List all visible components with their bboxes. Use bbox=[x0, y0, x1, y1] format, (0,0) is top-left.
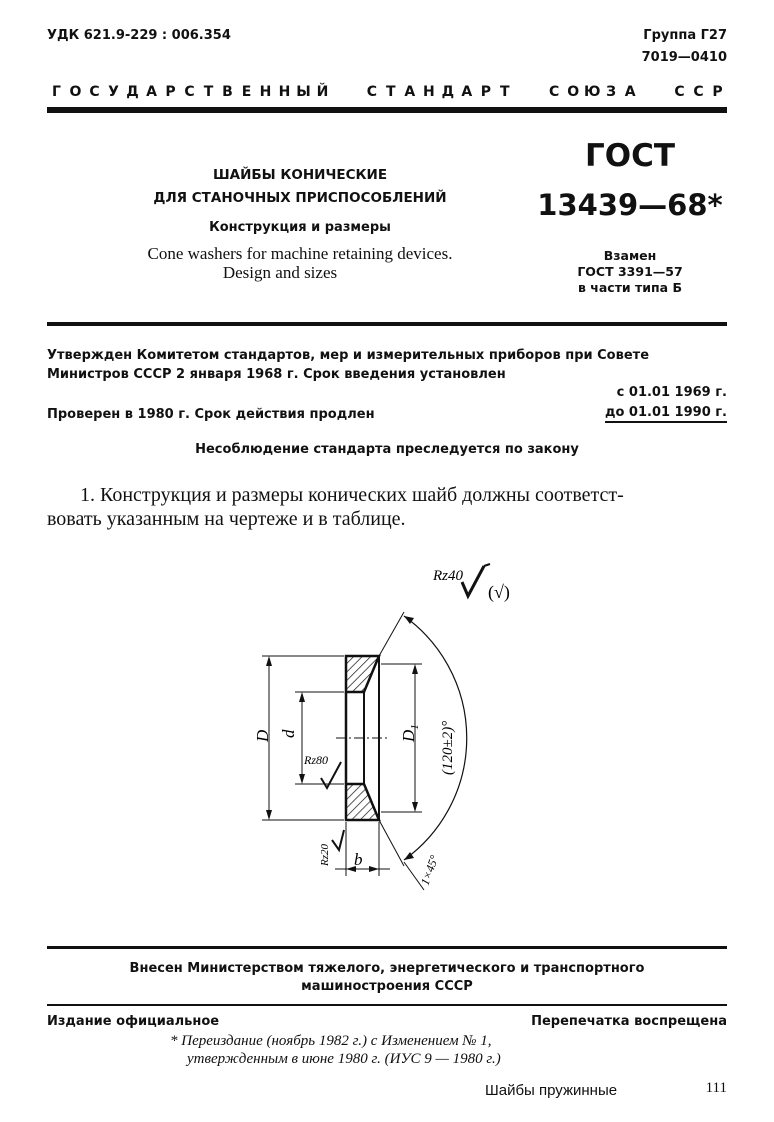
page-number: 111 bbox=[705, 1080, 727, 1096]
subtitle: Конструкция и размеры bbox=[209, 220, 391, 235]
roughness-rz80 bbox=[303, 753, 341, 788]
reissue-line-2: утвержденным в июне 1980 г. (ИУС 9 — 1980 г.) bbox=[187, 1051, 501, 1067]
dimension-d bbox=[279, 692, 344, 784]
gost-label: ГОСТ bbox=[584, 138, 675, 174]
validity-date: до 01.01 1990 г. bbox=[605, 405, 727, 423]
footer-rule-top bbox=[47, 946, 727, 949]
official-edition: Издание официальное bbox=[47, 1014, 220, 1029]
checked-line: Проверен в 1980 г. Срок действия продлен bbox=[47, 407, 375, 422]
title-line-2: ДЛЯ СТАНОЧНЫХ ПРИСПОСОБЛЕНИЙ bbox=[153, 190, 447, 206]
running-title: Шайбы пружинные bbox=[485, 1082, 618, 1099]
paragraph-1-line-2: вовать указанным на чертеже и в таблице. bbox=[47, 508, 406, 530]
washer-section bbox=[336, 656, 390, 820]
banner-word-4: С С Р bbox=[674, 84, 723, 100]
group-code: Группа Г27 bbox=[643, 28, 727, 43]
title-line-1: ШАЙБЫ КОНИЧЕСКИЕ bbox=[212, 167, 388, 183]
angle-label: (120±2)° bbox=[440, 720, 456, 775]
rz80-label: Rz80 bbox=[304, 753, 328, 767]
law-notice: Несоблюдение стандарта преследуется по закону bbox=[195, 442, 579, 457]
udc-code: УДК 621.9-229 : 006.354 bbox=[47, 28, 231, 43]
classification-code: 7019—0410 bbox=[641, 50, 727, 65]
roughness-rz20 bbox=[319, 830, 344, 867]
replaces-part: в части типа Б bbox=[578, 280, 682, 295]
dimension-D1 bbox=[381, 664, 422, 812]
footer-rule-bottom bbox=[47, 1004, 727, 1006]
gost-number: 13439—68* bbox=[537, 188, 723, 222]
chamfer-label: 1×45° bbox=[417, 853, 442, 888]
label-D1: $D_1$ bbox=[399, 724, 421, 742]
introduced-line-2: машиностроения СССР bbox=[301, 979, 473, 994]
replaces-label: Взамен bbox=[603, 248, 657, 263]
banner-word-3: С О Ю З А bbox=[549, 84, 636, 100]
english-title-1: Cone washers for machine retaining devices. bbox=[147, 244, 453, 263]
reissue-line-1: * Переиздание (ноябрь 1982 г.) с Изменением № 1, bbox=[170, 1033, 492, 1049]
label-b: b bbox=[354, 850, 363, 869]
english-title-2: Design and sizes bbox=[222, 263, 338, 282]
angle-dimension bbox=[379, 612, 467, 866]
banner-word-2: С Т А Н Д А Р Т bbox=[366, 84, 510, 100]
replaces-standard: ГОСТ 3391—57 bbox=[577, 264, 683, 279]
rz40-label: Rz40 bbox=[433, 568, 463, 584]
roughness-symbol-top bbox=[432, 564, 510, 603]
dimension-D bbox=[253, 656, 344, 820]
reprint-prohibited: Перепечатка воспрещена bbox=[531, 1014, 727, 1029]
banner-word-1: Г О С У Д А Р С Т В Е Н Н Ы Й bbox=[52, 84, 329, 100]
introduction-date: с 01.01 1969 г. bbox=[616, 385, 727, 400]
approval-line-2: Министров СССР 2 января 1968 г. Срок введения установлен bbox=[47, 367, 506, 382]
rz20-label: Rz20 bbox=[319, 844, 331, 866]
check-symbol-label: (√) bbox=[488, 582, 510, 602]
label-D: D bbox=[253, 729, 272, 742]
introduced-line-1: Внесен Министерством тяжелого, энергетического и транспортного bbox=[129, 961, 645, 976]
approval-line-1: Утвержден Комитетом стандартов, мер и измерительных приборов при Совете bbox=[47, 348, 650, 363]
paragraph-1-line-1: 1. Конструкция и размеры конических шайб должны соответст- bbox=[80, 484, 624, 506]
label-d: d bbox=[279, 729, 298, 738]
